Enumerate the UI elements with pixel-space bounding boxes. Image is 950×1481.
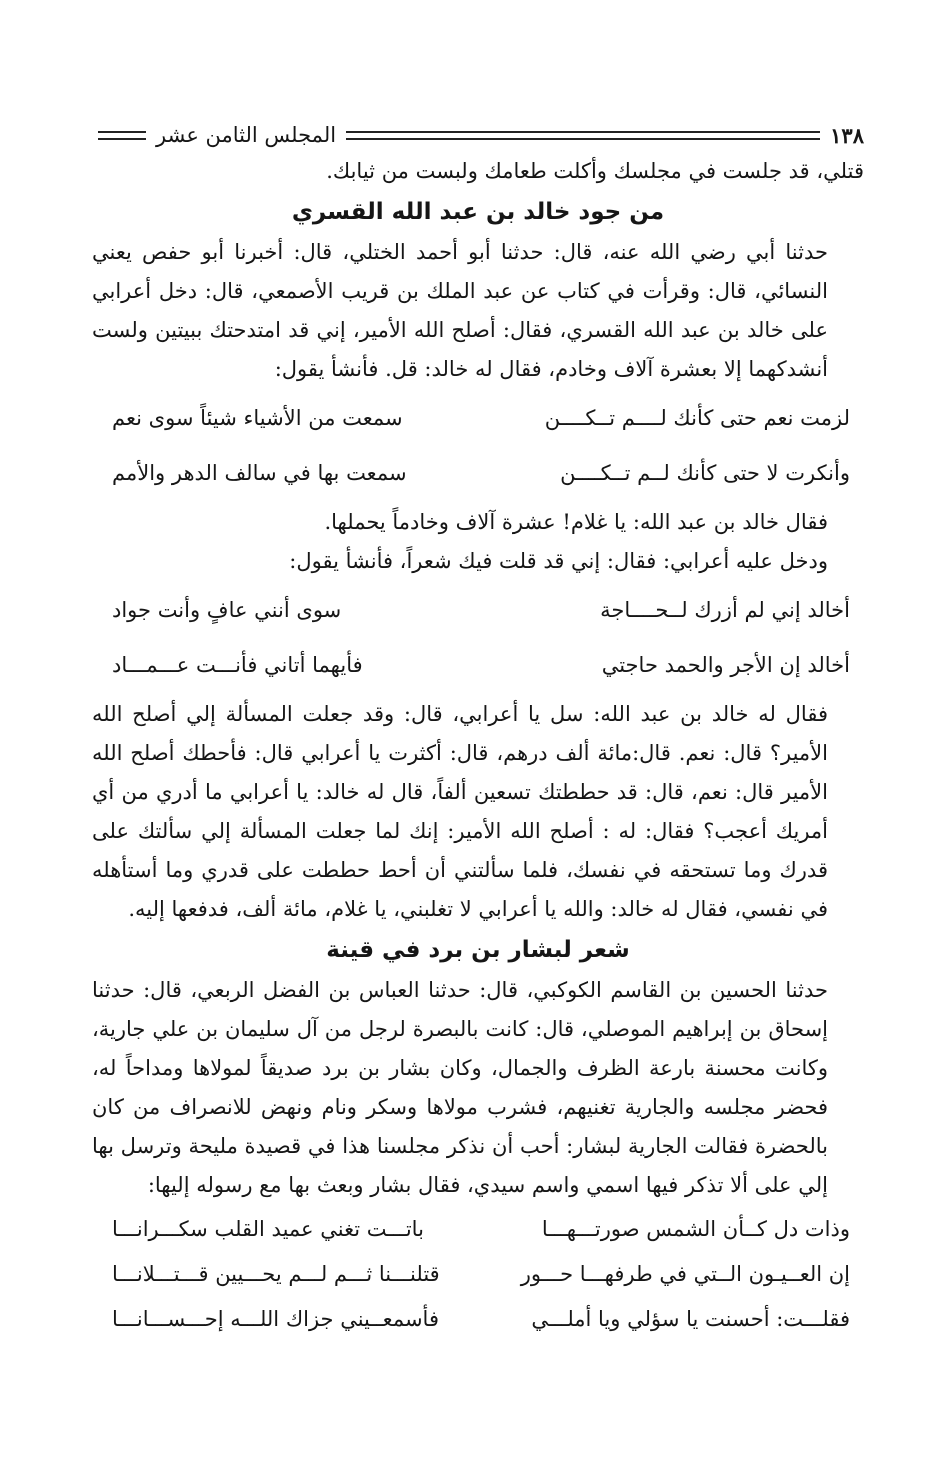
verse <box>92 583 864 638</box>
page-number: ١٣٨ <box>830 122 864 148</box>
verse-first-half: إن العــيـون الــتي في طرفهـــا حـــور <box>520 1262 850 1286</box>
verse-second-half: سوى أنني عافٍ وأنت جواد <box>112 598 342 622</box>
verse-first-half: وأنكرت لا حتى كأنك لــم تــكــــن <box>560 461 850 485</box>
verse <box>92 1297 864 1342</box>
verse-second-half: سمعت من الأشياء شيئاً سوى نعم <box>112 406 403 430</box>
verse-second-half: قتلنـــنا ثـــم لـــم يحـــيين قـــتـــلانـــا <box>112 1262 440 1286</box>
verse <box>92 1207 864 1252</box>
verse-second-half: فأسمعــيني جزاك اللـــه إحـــســـانـــا <box>112 1307 439 1331</box>
verse <box>92 638 864 693</box>
paragraph-khalid-4: فقال له خالد بن عبد الله: سل يا أعرابي، قال: وقد جعلت المسألة إلي أصلح الله الأمير؟ قال: نعم. قال:مائة ألف درهم، قال: أكثرت يا أعرابي قال: فأحطك أصلح الله الأمير قال: نعم، قال: قد حططتك تسعين ألفاً، قال له خالد: يا أعرابي ما أدري من أي أمريك أعجب؟ فقال: له : أصلح الله الأمير: إنك لما جعلت المسألة إلي سألتك على قدرك وما تستحقه في نفسك، فلما سألتني أن أحط حططت على قدري وما أستأهله في نفسي، فقال له خالد: والله يا أعرابي لا تغلبني، يا غلام، مائة ألف، فدفعها إليه. <box>92 702 828 921</box>
running-header <box>92 118 864 152</box>
verse <box>92 391 864 446</box>
verse-second-half: باتـــت تغني عميد القلب سكـــرانـــا <box>112 1217 424 1241</box>
verse <box>92 446 864 501</box>
book-page <box>92 118 864 1344</box>
section-heading-khalid: من جود خالد بن عبد الله القسري <box>291 199 665 225</box>
intro-line: قتلي، قد جلست في مجلسك وأكلت طعامك ولبست من ثيابك. <box>326 159 864 183</box>
verse-second-half: سمعت بها في سالف الدهر والأمم <box>112 461 407 485</box>
verse-first-half: فقلـــت: أحسنت يا سؤلي ويا أملـــي <box>531 1307 850 1331</box>
paragraph-khalid-3: ودخل عليه أعرابي: فقال: إني قد قلت فيك شعراً، فأنشأ يقول: <box>289 549 828 573</box>
verse-second-half: فأيهما أتاني فأنـــت عـــمـــاد <box>112 653 363 677</box>
paragraph-khalid-2: فقال خالد بن عبد الله: يا غلام! عشرة آلاف وخادماً يحملها. <box>324 510 828 534</box>
paragraph-bashar-1: حدثنا الحسين بن القاسم الكوكبي، قال: حدثنا العباس بن الفضل الربعي، قال: حدثنا إسحاق بن إبراهيم الموصلي، قال: كانت بالبصرة لرجل من آل سليمان بن علي جارية، وكانت محسنة بارعة الظرف والجمال، وكان بشار بن برد صديقاً لمولاها ومداحاً له، فحضر مجلسه والجارية تغنيهم، فشرب مولاها وسكر ونام ونهض للانصراف من كان بالحضرة فقالت الجارية لبشار: أحب أن نذكر مجلسنا هذا في قصيدة مليحة وترسل بها إلي على ألا تذكر فيها اسمي واسم سيدي، فقال بشار وبعث بها مع رسوله إليها: <box>92 978 828 1197</box>
verse-list-3 <box>92 1207 864 1342</box>
header-rule-left <box>98 131 146 140</box>
verse-first-half: أخالد إني لم أزرك لــحــــاجة <box>600 598 850 622</box>
verse-first-half: أخالد إن الأجر والحمد حاجتي <box>601 653 850 677</box>
paragraph-khalid-1: حدثنا أبي رضي الله عنه، قال: حدثنا أبو أحمد الختلي، قال: أخبرنا أبو حفص يعني النسائي، قال: وقرأت في كتاب عن عبد الملك بن قريب الأصمعي، قال: دخل أعرابي على خالد بن عبد الله القسري، فقال: أصلح الله الأمير، إني قد امتدحتك ببيتين ولست أنشدكهما إلا بعشرة آلاف وخادم، فقال له خالد: قل. فأنشأ يقول: <box>92 240 828 381</box>
verse <box>92 1252 864 1297</box>
header-rule-right <box>346 131 820 140</box>
chapter-title: المجلس الثامن عشر <box>156 123 337 147</box>
verse-list-1 <box>92 391 864 501</box>
section-heading-bashar: شعر لبشار بن برد في قينة <box>326 937 630 963</box>
verse-first-half: وذات دل كــأن الشمس صورتـــهـــا <box>541 1217 850 1241</box>
verse-list-2 <box>92 583 864 693</box>
verse-first-half: لزمت نعم حتى كأنك لــــم تــكــــن <box>544 406 850 430</box>
